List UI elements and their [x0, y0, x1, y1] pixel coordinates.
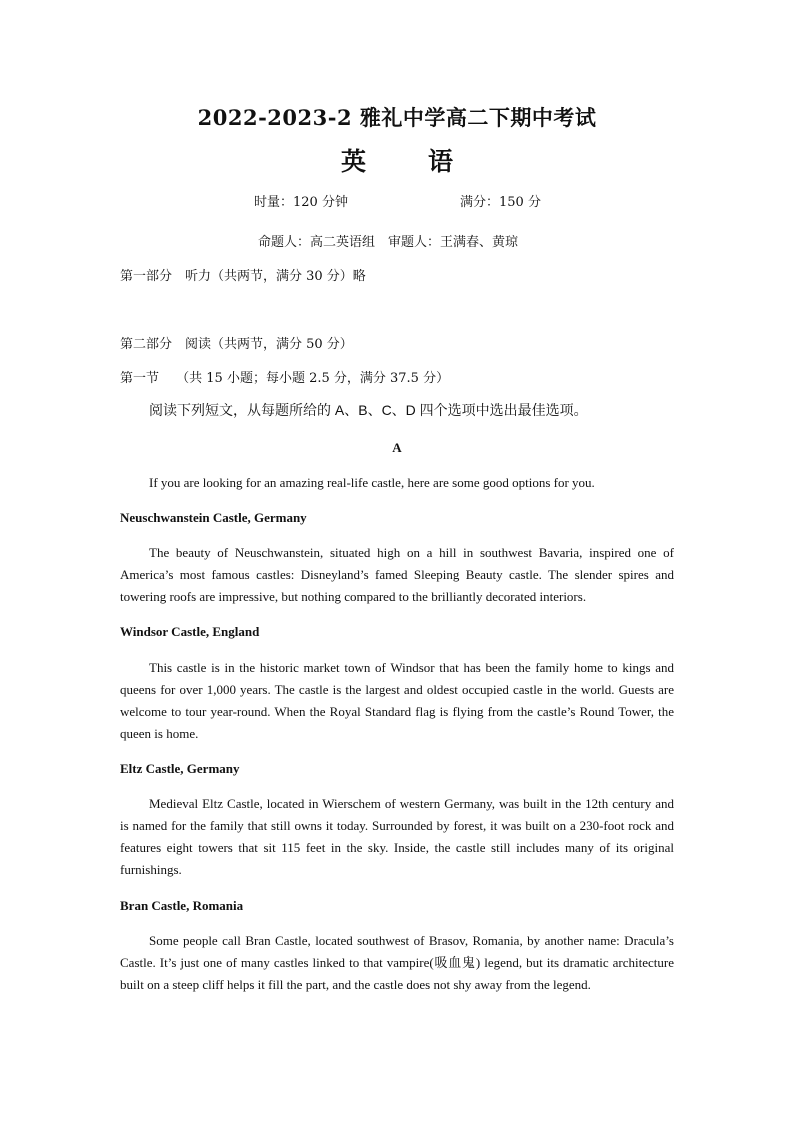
exam-time: 时量：120 分钟	[254, 195, 348, 210]
part2-heading: 第二部分 阅读（共两节，满分 50 分）	[120, 337, 353, 352]
part1-heading: 第一部分 听力（共两节，满分 30 分）略	[120, 269, 366, 284]
passage-letter: A	[392, 440, 402, 455]
subject-char-2: 语	[428, 147, 454, 176]
reading-instruction: 阅读下列短文，从每题所给的 A、B、C、D 四个选项中选出最佳选项。	[149, 402, 588, 418]
exam-title: 2022-2023-2 雅礼中学高二下期中考试	[197, 105, 597, 130]
castle-paragraph: Some people call Bran Castle, located southwest of Brasov, Romania, by another name: Dracula’s Castle. It’s just one of many castles linked to that vampire(吸血鬼) legend, but its dramatic architecture built on a steep cliff helps it fill the part, and the castle does not shy away from the legend.	[120, 933, 674, 992]
castle-paragraph: This castle is in the historic market town of Windsor that has been the family home to kings and queens for over 1,000 years. The castle is the largest and oldest occupied castle in the world. Guests are welcome to tour year-round. When the Royal Standard flag is flying from the castle’s Round Tower, the queen is home.	[120, 660, 674, 741]
castle-heading: Neuschwanstein Castle, Germany	[120, 510, 307, 525]
subject-title	[0, 142, 794, 178]
castle-paragraph: Medieval Eltz Castle, located in Wierschem of western Germany, was built in the 12th century and is named for the family that still owns it today. Surrounded by forest, it was built on a 230-foot rock and features eight towers that sit 115 feet in the sky. Inside, the castle still includes many of its original furnishings.	[120, 796, 674, 877]
castle-paragraph: The beauty of Neuschwanstein, situated high on a hill in southwest Bavaria, inspired one of America’s most famous castles: Disneyland’s famed Sleeping Beauty castle. The slender spires and towering roofs are impressive, but nothing compared to the brilliantly decorated interiors.	[120, 545, 674, 604]
castle-heading: Eltz Castle, Germany	[120, 761, 240, 776]
exam-score: 满分：150 分	[460, 195, 541, 210]
passage-intro: If you are looking for an amazing real-life castle, here are some good options for you.	[149, 475, 595, 490]
section1-heading: 第一节 （共 15 小题；每小题 2.5 分，满分 37.5 分）	[120, 371, 450, 386]
castle-heading: Windsor Castle, England	[120, 624, 260, 639]
subject-char-1: 英	[340, 147, 366, 176]
castle-heading: Bran Castle, Romania	[120, 898, 244, 913]
exam-authors: 命题人：高二英语组 审题人：王满春、黄琼	[258, 234, 519, 249]
